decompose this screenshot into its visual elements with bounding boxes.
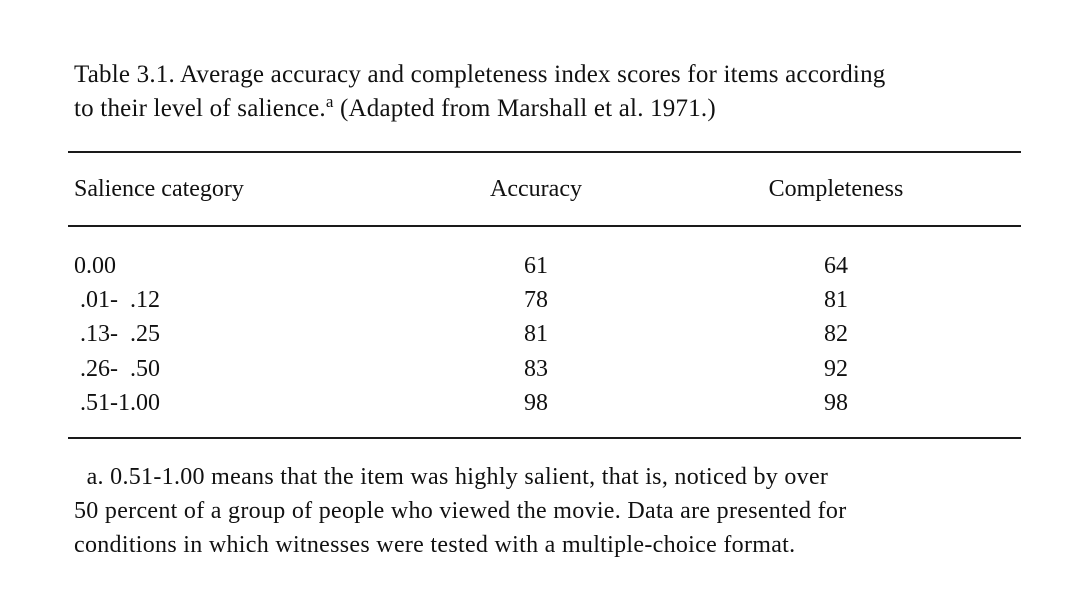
header-accuracy: Accuracy [490, 176, 582, 202]
row-3-accuracy: 83 [524, 356, 548, 382]
footnote-marker: a [325, 92, 334, 111]
footnote-line-3: conditions in which witnesses were tested with a multiple-choice format. [74, 532, 796, 558]
row-1-completeness: 81 [824, 287, 848, 313]
table-caption [74, 58, 1034, 126]
header-rule [68, 225, 1021, 227]
row-2-accuracy: 81 [524, 321, 548, 347]
caption-source: (Adapted from Marshall et al. 1971.) [333, 95, 716, 122]
header-completeness: Completeness [768, 176, 904, 202]
caption-line-2-text: to their level of salience. [74, 95, 326, 122]
row-4-completeness: 98 [824, 390, 848, 416]
bottom-rule [68, 437, 1021, 439]
row-1-category: .01- .12 [74, 287, 160, 313]
row-3-completeness: 92 [824, 356, 848, 382]
caption-line-1: Table 3.1. Average accuracy and completeness index scores for items according [74, 61, 886, 88]
top-rule [68, 151, 1021, 153]
row-0-category: 0.00 [74, 253, 116, 279]
row-2-category: .13- .25 [74, 321, 160, 347]
row-1-accuracy: 78 [524, 287, 548, 313]
row-0-accuracy: 61 [524, 253, 548, 279]
table-footnote [74, 460, 1034, 562]
row-0-completeness: 64 [824, 253, 848, 279]
row-4-category: .51-1.00 [74, 390, 160, 416]
footnote-line-1: a. 0.51-1.00 means that the item was highly salient, that is, noticed by over [74, 464, 829, 490]
row-2-completeness: 82 [824, 321, 848, 347]
row-4-accuracy: 98 [524, 390, 548, 416]
row-3-category: .26- .50 [74, 356, 160, 382]
caption-line-2 [74, 92, 1034, 126]
header-salience-category: Salience category [74, 176, 244, 202]
footnote-line-2: 50 percent of a group of people who viewed the movie. Data are presented for [74, 498, 847, 524]
